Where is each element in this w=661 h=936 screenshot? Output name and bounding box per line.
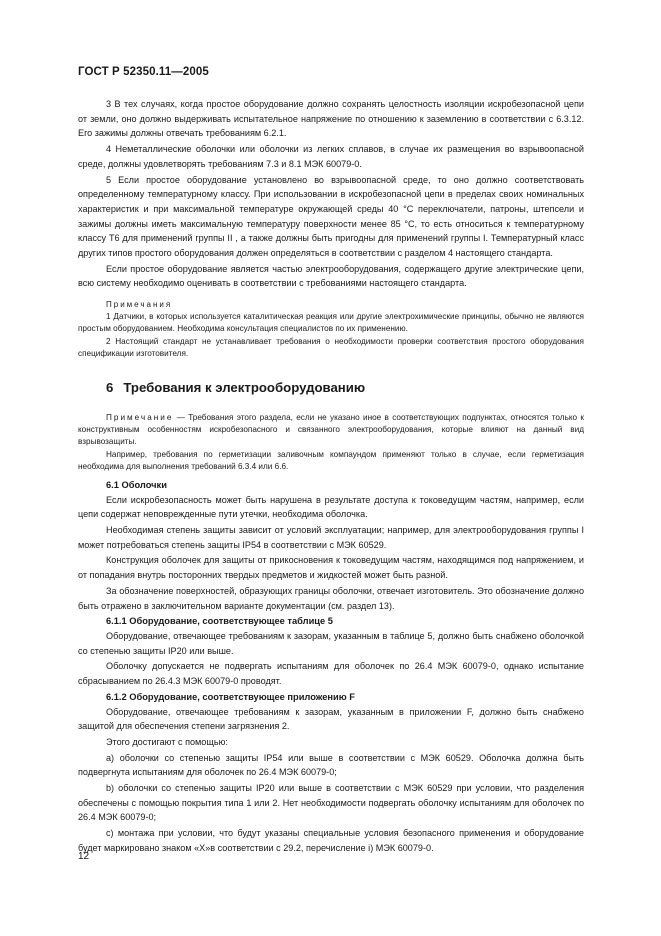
note-item: 1 Датчики, в которых используется каталитическая реакция или другие электрохимические принципы, обычно не являются простым оборудованием. Необходима консультация специалистов по их применению.	[78, 312, 584, 334]
list-item: c) монтажа при условии, что будут указаны специальные условия безопасного применения и оборудование будет маркировано знаком «Х»в соответствии с 29.2, перечисление i) МЭК 60079-0.	[78, 828, 584, 853]
list-item: b) оболочки со степенью защиты IP20 или выше в соответствии с МЭК 60529 при условии, что разделения обеспечены с помощью покрытия типа 1 или 2. Нет необходимости подвергать оболочку испытаниям для оболочек по 26.4 МЭК 60079-0;	[78, 783, 584, 823]
section-note-label: Примечание	[106, 412, 174, 422]
notes-heading: Примечания	[106, 300, 173, 310]
paragraph: За обозначение поверхностей, образующих границы оболочки, отвечает изготовитель. Это обозначение должно быть отражено в заключительном варианте документации (см. раздел 13).	[78, 585, 584, 611]
section-title: Требования к электрооборудованию	[123, 379, 366, 395]
paragraph: Оборудование, отвечающее требованиям к зазорам, указанным в таблице 5, должно быть снабжено оболочкой со степенью защиты IP20 или выше.	[78, 631, 584, 656]
section-note	[78, 412, 584, 449]
section-heading	[106, 380, 584, 395]
paragraph: Если искробезопасность может быть нарушена в результате доступа к токоведущим частям, например, если цепи содержат неповрежденные пути утечки, необходима оболочка.	[78, 494, 584, 520]
subsection-heading: 6.1.2 Оборудование, соответствующее приложению F	[106, 691, 355, 702]
paragraph: Если простое оборудование является частью электрооборудования, содержащего другие электрические цепи, всю систему необходимо оценивать в соответствии с требованиями настоящего стандарта.	[78, 263, 584, 289]
paragraph: Необходимая степень защиты зависит от условий эксплуатации; например, для электрооборудования группы I может потребоваться степень защиты IP54 в соответствии с МЭК 60529.	[78, 525, 584, 550]
paragraph: 5 Если простое оборудование установлено во взрывоопасной среде, то оно должно соответствовать определенному температурному классу. При использовании в искробезопасной цепи в пределах своих номинальных характеристик и при максимальной температуре окружающей среды 40 °С переключатели, патроны, штепсели и зажимы должны иметь максимальную температуру поверхности менее 85 °С, то есть относиться к температурному классу Т6 для применений группы II , а также должны быть пригодны для применений группы I. Температурный класс других типов простого оборудования должен определяться в соответствии с разделом 4 настоящего стандарта.	[78, 174, 584, 259]
page-number: 12	[78, 851, 90, 862]
paragraph: Оболочку допускается не подвергать испытаниям для оболочек по 26.4 МЭК 60079-0, однако испытание сбрасыванием по 26.4.3 МЭК 60079-0 проводят.	[78, 661, 584, 687]
subsection-heading: 6.1 Оболочки	[106, 479, 167, 490]
section-note-example: Например, требования по герметизации заливочным компаундом применяют только в случае, если герметизация необходима для выполнения требований 6.3.4 или 6.6.	[78, 449, 584, 471]
note-item: 2 Настоящий стандарт не устанавливает требования о необходимости проверки соответствия простого оборудования спецификации изготовителя.	[78, 336, 584, 358]
document-body	[78, 97, 584, 857]
paragraph: 3 В тех случаях, когда простое оборудование должно сохранять целостность изоляции искробезопасной цепи от земли, оно должно выдерживать испытательное напряжение по отношению к заземлению в соответствии с 6.3.12. Его зажимы должны отвечать требованиям 6.2.1.	[78, 99, 584, 139]
section-note-text: — Требования этого раздела, если не указано иное в соответствующих подпунктах, относятся только к конструктивным особенностям искробезопасного и связанного электрооборудования, которые влияют на данный вид взрывозащиты.	[78, 412, 584, 447]
paragraph: Конструкция оболочек для защиты от прикосновения к токоведущим частям, находящимся под напряжением, и от попадания внутрь посторонних твердых предметов и жидкостей может быть разной.	[78, 555, 584, 581]
subsection-heading: 6.1.1 Оборудование, соответствующее таблице 5	[106, 616, 333, 627]
paragraph: Оборудование, отвечающее требованиям к зазорам, указанным в приложении F, должно быть снабжено защитой для обеспечения степени загрязнения 2.	[78, 706, 584, 732]
list-item: a) оболочки со степенью защиты IP54 или выше в соответствии с МЭК 60529. Оболочка должна быть подвергнута испытаниям для оболочек по 26.4 МЭК 60079-0;	[78, 752, 584, 778]
standard-header: ГОСТ Р 52350.11—2005	[78, 66, 209, 78]
section-number: 6	[106, 379, 114, 395]
paragraph: Этого достигают с помощью:	[106, 736, 228, 747]
paragraph: 4 Неметаллические оболочки или оболочки из легких сплавов, в случае их размещения во взрывоопасной среде, должны удовлетворять требованиям 7.3 и 8.1 МЭК 60079-0.	[78, 144, 584, 169]
